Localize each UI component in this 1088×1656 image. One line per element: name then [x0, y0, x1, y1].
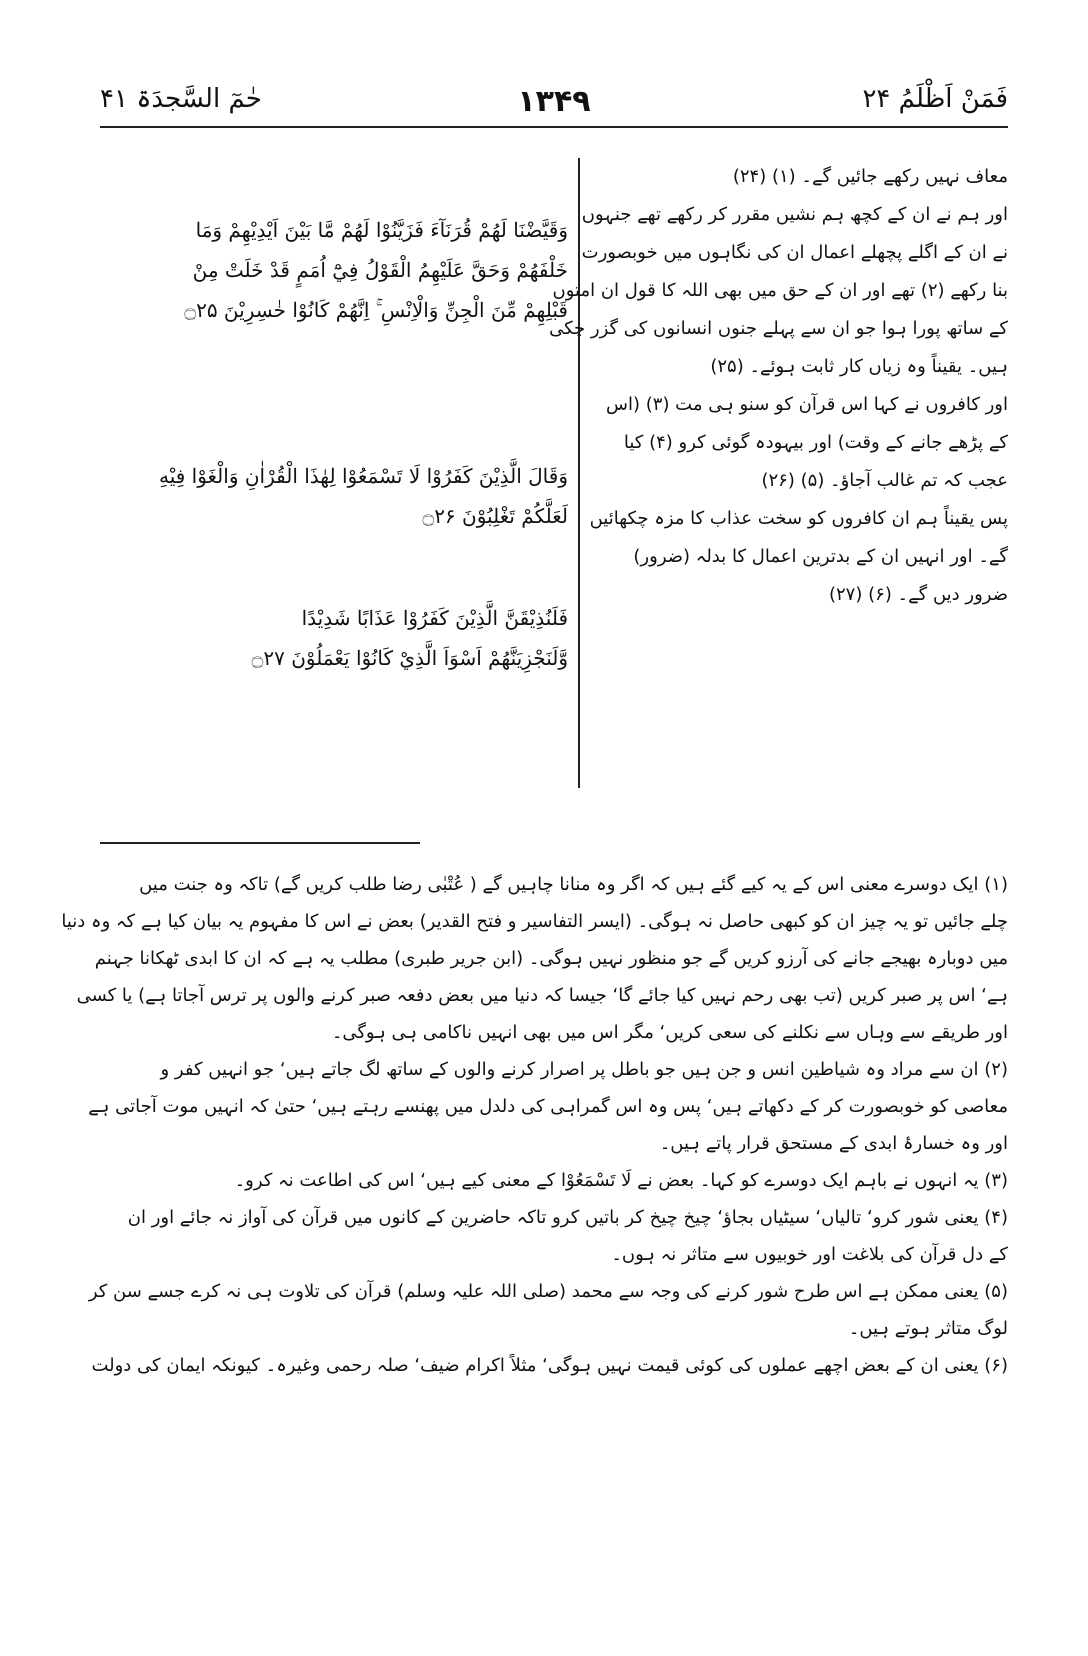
footnotes [61, 866, 1008, 1626]
footnote-line: کے دل قرآن کی بلاغت اور خوبیوں سے متاثر نہ ہوں۔ [611, 1244, 1008, 1265]
translation-line: نے ان کے اگلے پچھلے اعمال ان کی نگاہوں میں خوبصورت [581, 242, 1008, 263]
translation-line: ضرور دیں گے۔ (۶) (۲۷) [828, 584, 1008, 605]
translation-line: گے۔ اور انہیں ان کے بدترین اعمال کا بدلہ (ضرور) [633, 546, 1008, 567]
arabic-line: لَعَلَّكُمْ تَغْلِبُوْنَ ۝۲۶ [422, 504, 568, 528]
footnote-line: (۲) ان سے مراد وہ شیاطین انس و جن ہیں جو باطل پر اصرار کرنے والوں کے ساتھ لگ جاتے ہیں‘ جو انہیں کفر و [160, 1059, 1008, 1080]
translation-line: کے ساتھ پورا ہوا جو ان سے پہلے جنوں انسانوں کی گزر چکی [549, 318, 1008, 339]
footnote-line: چلے جائیں تو یہ چیز ان کو کبھی حاصل نہ ہوگی۔ (ایسر التفاسیر و فتح القدیر) بعض نے اس کا مفہوم یہ بیان کیا ہے کہ وہ دنیا [61, 911, 1008, 932]
translation-line: عجب کہ تم غالب آجاؤ۔ (۵) (۲۶) [761, 470, 1008, 491]
translation-line: اور ہم نے ان کے کچھ ہم نشیں مقرر کر رکھے تھے جنہوں [581, 204, 1008, 225]
urdu-translation-column [549, 158, 1008, 788]
footnote-line: معاصی کو خوبصورت کر کے دکھاتے ہیں‘ پس وہ اس گمراہی کی دلدل میں پھنسے رہتے ہیں‘ حتیٰ کہ انہیں موت آجاتی ہے [88, 1096, 1008, 1117]
footnote-line: ہے‘ اس پر صبر کریں (تب بھی رحم نہیں کیا جائے گا‘ جیسا کہ دنیا میں بعض دفعہ صبر کرنے والوں پر ترس آجاتا ہے) یا کسی [76, 985, 1008, 1006]
column-divider [578, 158, 580, 788]
ayah-25 [100, 210, 568, 330]
surah-name: حٰمٓ السَّجدَۃ ۴۱ [100, 84, 262, 114]
ayah-27 [100, 598, 568, 678]
arabic-line: وَقَيَّضْنَا لَهُمْ قُرَنَآءَ فَزَيَّنُوْا لَهُمْ مَّا بَيْنَ اَيْدِيْهِمْ وَمَا [195, 218, 568, 242]
translation-line: پس یقیناً ہم ان کافروں کو سخت عذاب کا مزہ چکھائیں [589, 508, 1008, 529]
arabic-line: قَبْلِهِمْ مِّنَ الْجِنِّ وَالْاِنْسِ ۚ اِنَّهُمْ كَانُوْا خٰسِرِيْنَ ۝۲۵ [184, 298, 568, 322]
footnote-line: میں دوبارہ بھیجے جانے کی آرزو کریں گے جو منظور نہیں ہوگی۔ (ابن جریر طبری) مطلب یہ ہے کہ ان کا ابدی ٹھکانا جہنم [94, 948, 1008, 969]
footnote-line: (۶) یعنی ان کے بعض اچھے عملوں کی کوئی قیمت نہیں ہوگی‘ مثلاً اکرام ضیف‘ صلہ رحمی وغیرہ۔ کیونکہ ایمان کی دولت [91, 1355, 1008, 1376]
footnote-line: اور طریقے سے وہاں سے نکلنے کی سعی کریں‘ مگر اس میں بھی انہیں ناکامی ہی ہوگی۔ [331, 1022, 1008, 1043]
arabic-line: خَلْفَهُمْ وَحَقَّ عَلَيْهِمُ الْقَوْلُ فِيْٓ اُمَمٍ قَدْ خَلَتْ مِنْ [192, 258, 568, 282]
arabic-column [100, 158, 568, 788]
arabic-line: وَّلَنَجْزِيَنَّهُمْ اَسْوَاَ الَّذِيْ كَانُوْا يَعْمَلُوْنَ ۝۲۷ [251, 646, 568, 670]
arabic-line: فَلَنُذِيْقَنَّ الَّذِيْنَ كَفَرُوْا عَذَابًا شَدِيْدًا [301, 606, 568, 630]
translation-line: اور کافروں نے کہا اس قرآن کو سنو ہی مت (۳) (اس [606, 394, 1008, 415]
translation-line: معاف نہیں رکھے جائیں گے۔ (۱) (۲۴) [732, 166, 1008, 187]
arabic-line: وَقَالَ الَّذِيْنَ كَفَرُوْا لَا تَسْمَعُوْا لِهٰذَا الْقُرْاٰنِ وَالْغَوْا فِيْهِ [158, 464, 568, 488]
page-number: ۱۳۴۹ [517, 84, 591, 119]
translation-line: کے پڑھے جانے کے وقت) اور بیہودہ گوئی کرو (۴) کیا [623, 432, 1008, 453]
footnote-separator [100, 842, 420, 844]
translation-line: بنا رکھے (۲) تھے اور ان کے حق میں بھی اللہ کا قول ان امتوں [552, 280, 1008, 301]
juz-name: فَمَنْ اَظْلَمُ ۲۴ [862, 84, 1008, 114]
footnote-line: (۵) یعنی ممکن ہے اس طرح شور کرنے کی وجہ سے محمد (صلی اللہ علیہ وسلم) قرآن کی تلاوت ہی نہ کرے جسے سن کر [88, 1281, 1008, 1302]
footnote-line: اور وہ خسارۂ ابدی کے مستحق قرار پاتے ہیں۔ [659, 1133, 1008, 1154]
footnote-line: (۱) ایک دوسرے معنی اس کے یہ کیے گئے ہیں کہ اگر وہ منانا چاہیں گے ( عُتْبٰی رضا طلب کریں گے) تاکہ وہ جنت میں [139, 874, 1008, 895]
footnote-line: (۴) یعنی شور کرو‘ تالیاں‘ سیٹیاں بجاؤ‘ چیخ چیخ کر باتیں کرو تاکہ حاضرین کے کانوں میں قرآن کی آواز نہ جائے اور ان [127, 1207, 1008, 1228]
page-header [100, 78, 1008, 128]
ayah-26 [100, 456, 568, 536]
footnote-line: (۳) یہ انہوں نے باہم ایک دوسرے کو کہا۔ بعض نے لَا تَسْمَعُوْا کے معنی کیے ہیں‘ اس کی اطاعت نہ کرو۔ [234, 1170, 1008, 1191]
footnote-line: لوگ متاثر ہوتے ہیں۔ [848, 1318, 1008, 1339]
translation-line: ہیں۔ یقیناً وہ زیاں کار ثابت ہوئے۔ (۲۵) [710, 356, 1008, 377]
